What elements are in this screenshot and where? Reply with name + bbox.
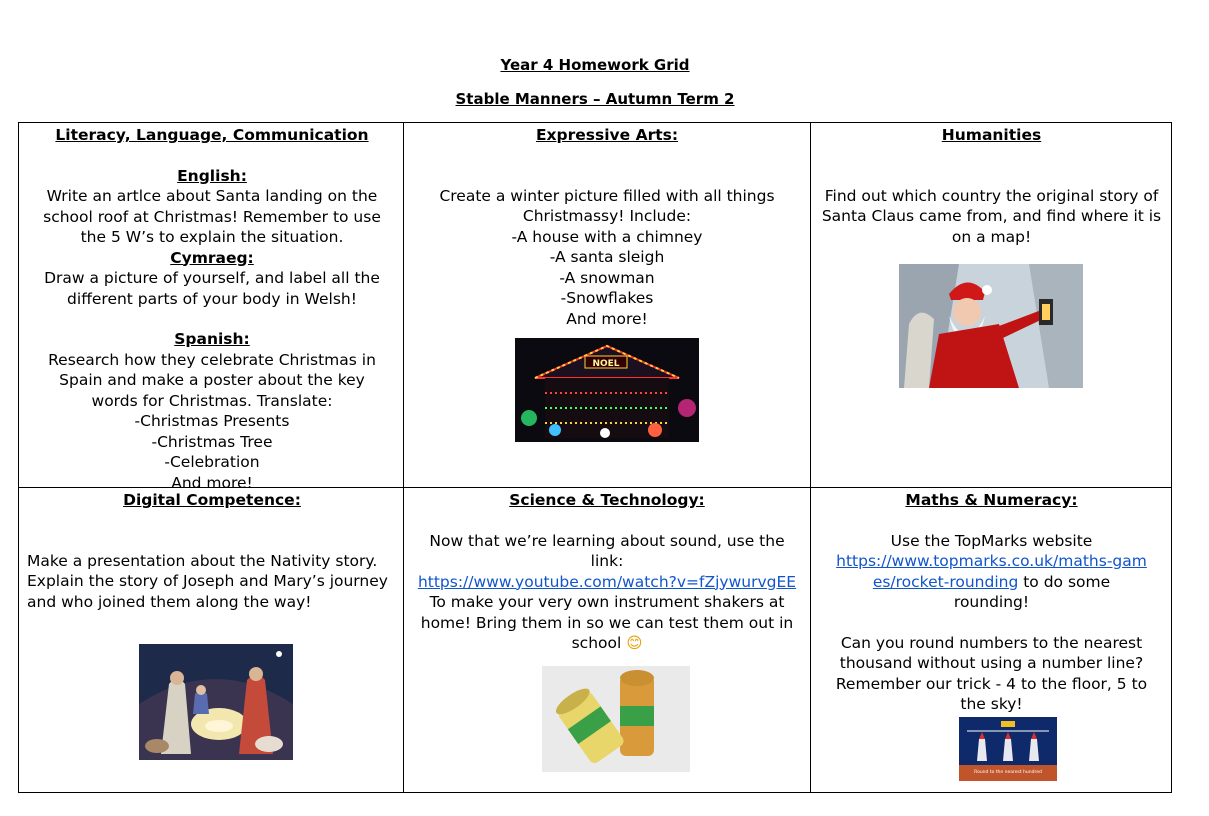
science-text-intro: Now that we’re learning about sound, use the link: xyxy=(429,531,785,570)
list-item: And more! xyxy=(171,473,253,487)
cell-heading: Literacy, Language, Communication xyxy=(55,126,369,144)
arts-intro: Create a winter picture filled with all things Christmassy! Include: xyxy=(439,186,775,225)
list-item: And more! xyxy=(566,309,648,328)
rocket-rounding-image xyxy=(959,717,1057,781)
nativity-scene-image xyxy=(139,644,293,760)
english-text: Write an artlce about Santa landing on the school roof at Christmas! Remember to use the 5 W’s to explain the situation. xyxy=(43,187,381,246)
list-item: -A house with a chimney xyxy=(511,227,703,246)
game-caption: Round to the nearest hundred xyxy=(974,770,1042,775)
science-text-instructions: To make your very own instrument shakers at home! Bring them in so we can test them out in school xyxy=(420,593,794,652)
cell-heading: Humanities xyxy=(941,126,1042,144)
cell-heading: Science & Technology: xyxy=(509,491,705,509)
youtube-link[interactable]: https://www.youtube.com/watch?v=fZjywurvgEE xyxy=(417,572,797,591)
homework-grid xyxy=(18,122,1172,793)
spanish-label: Spanish: xyxy=(174,330,250,348)
maths-text-intro: Use the TopMarks website xyxy=(890,531,1093,550)
humanities-text: Find out which country the original story of Santa Claus came from, and find where it is on a map! xyxy=(821,186,1162,246)
list-item: -Snowflakes xyxy=(560,289,654,307)
page-title: Year 4 Homework Grid xyxy=(500,56,690,74)
cymraeg-label: Cymraeg: xyxy=(170,248,254,267)
cell-heading: Expressive Arts: xyxy=(535,126,679,144)
cell-heading: Maths & Numeracy: xyxy=(905,491,1078,509)
cell-literacy xyxy=(23,125,401,487)
christmas-lights-house-image xyxy=(515,338,699,442)
smiley-icon: 😊 xyxy=(626,634,643,652)
topmarks-link[interactable]: https://www.topmarks.co.uk/maths-games/rocket-rounding xyxy=(836,552,1147,591)
instrument-shakers-image xyxy=(542,666,690,772)
list-item: -A snowman xyxy=(559,268,655,287)
santa-claus-image xyxy=(899,264,1083,388)
cymraeg-text: Draw a picture of yourself, and label all the different parts of your body in Welsh! xyxy=(44,269,380,308)
maths-text-after-link: to do some rounding! xyxy=(953,572,1111,611)
list-item: -Celebration xyxy=(164,453,260,471)
page-subtitle: Stable Manners – Autumn Term 2 xyxy=(455,90,735,108)
list-item: -A santa sleigh xyxy=(549,248,665,266)
cell-heading: Digital Competence: xyxy=(123,491,301,509)
maths-text-question: Can you round numbers to the nearest thousand without using a number line? Remember our trick - 4 to the floor, 5 to the sky! xyxy=(835,633,1148,713)
spanish-text: Research how they celebrate Christmas in Spain and make a poster about the key words for Christmas. Translate: xyxy=(48,350,376,410)
grid-divider xyxy=(403,123,404,792)
list-item: -Christmas Presents xyxy=(134,412,290,430)
digital-text: Make a presentation about the Nativity story. Explain the story of Joseph and Mary’s journey and who joined them along the way! xyxy=(27,551,388,611)
grid-divider xyxy=(19,487,1171,488)
english-label: English: xyxy=(177,166,247,185)
grid-divider xyxy=(810,123,811,792)
noel-sign: NOEL xyxy=(592,359,620,369)
list-item: -Christmas Tree xyxy=(151,432,273,451)
